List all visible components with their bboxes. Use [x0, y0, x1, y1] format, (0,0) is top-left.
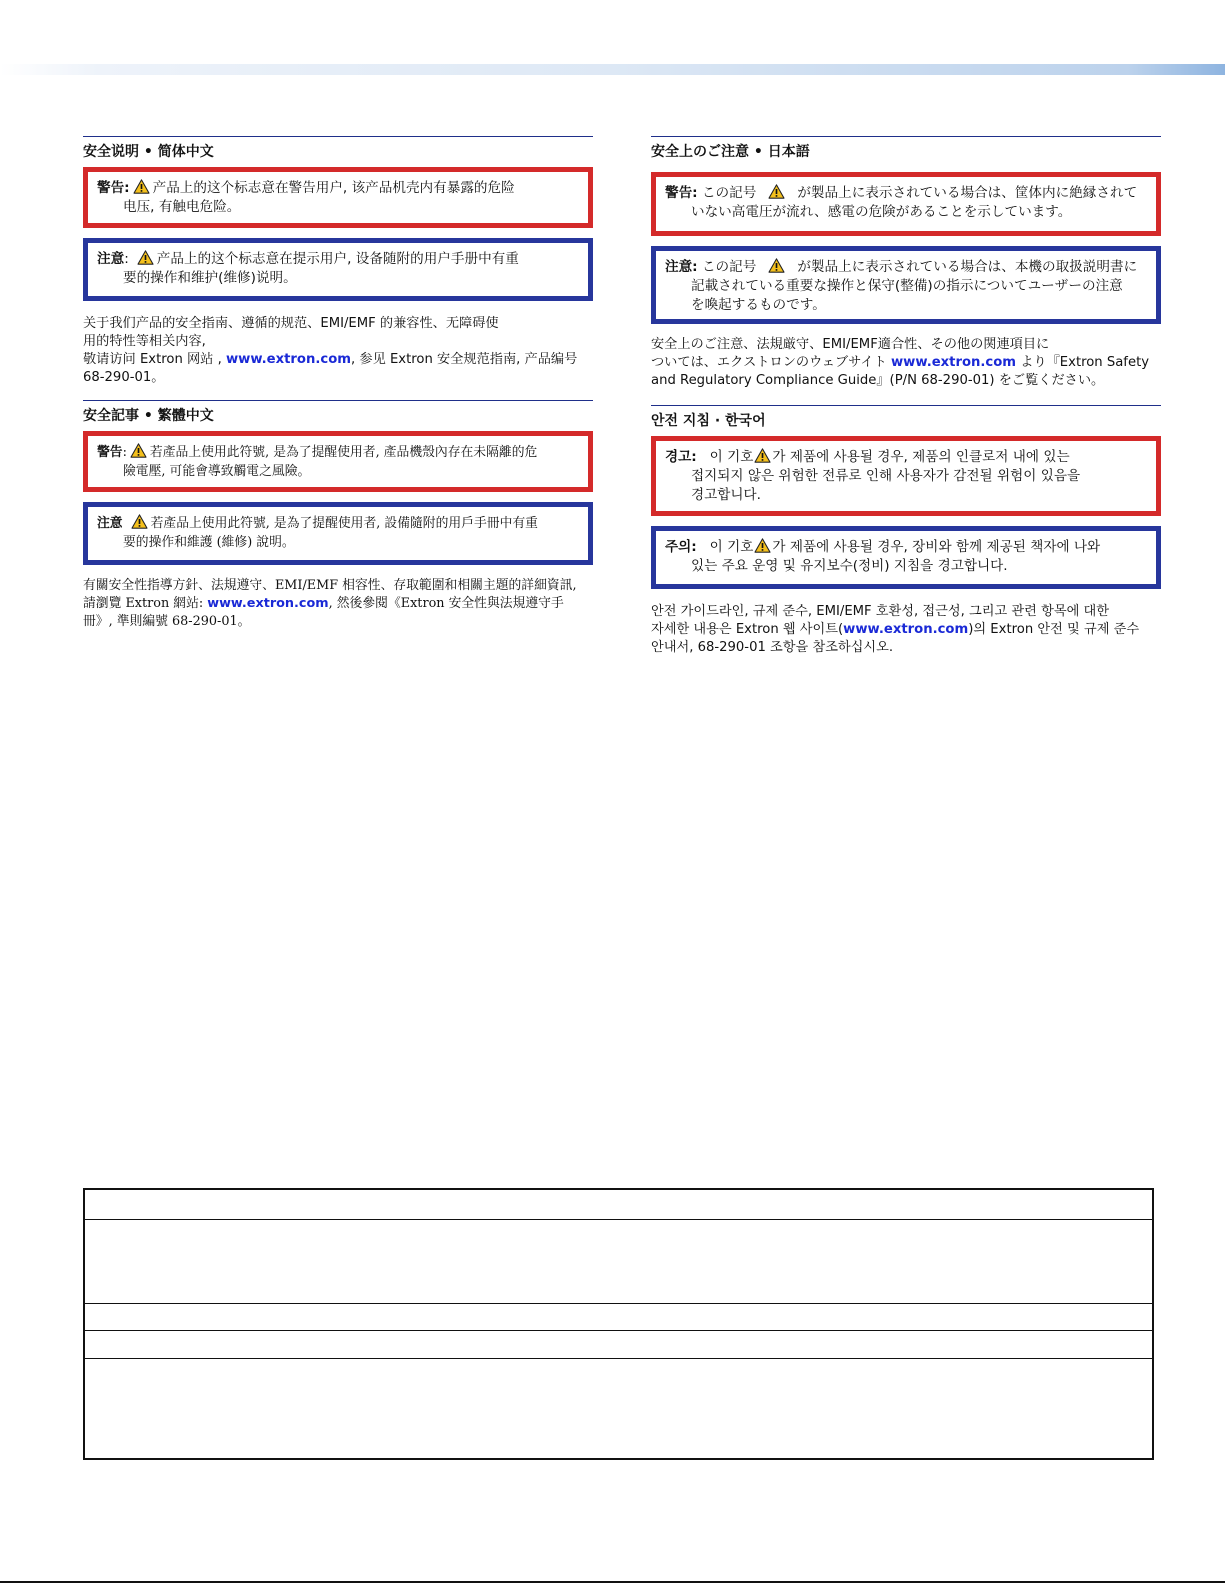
section-korean [651, 405, 1161, 657]
caution-text: 가 제품에 사용될 경우, 장비와 함께 제공된 책자에 나와 [772, 539, 1101, 555]
info-line: 안내서, 68-290-01 조항을 참조하십시오. [651, 640, 894, 655]
footer-rule [0, 1581, 1225, 1583]
warning-text-line: 접지되지 않은 위험한 전류로 인해 사용자가 감전될 위험이 있음을 [691, 468, 1081, 484]
warning-text-line: いない高電圧が流れ、感電の危険があることを示しています。 [691, 204, 1072, 220]
info-text: ついては、エクストロンのウェブサイト [651, 355, 891, 370]
left-column [83, 136, 593, 629]
info-line [83, 595, 593, 613]
warning-box [651, 436, 1161, 516]
warning-label: 警告 [97, 445, 123, 460]
section-japanese [651, 136, 1161, 390]
warning-text-line: 경고합니다. [691, 487, 761, 503]
header-accent-bar [0, 64, 1225, 75]
caution-box [83, 238, 593, 301]
warning-text: 이 기호 [709, 449, 754, 465]
warning-triangle-icon [133, 179, 150, 194]
info-paragraph [83, 577, 593, 631]
caution-label: 注意: [665, 259, 698, 275]
caution-label-colon: : [124, 251, 129, 267]
info-line: 安全上のご注意、法規厳守、EMI/EMF適合性、その他の関連項目に [651, 337, 1050, 352]
caution-label: 注意 [97, 251, 125, 267]
section-title: 안전 지침 · 한국어 [651, 405, 1161, 431]
caution-text-line: 要的操作和维护(维修)说明。 [123, 270, 297, 286]
extron-website-link[interactable]: www.extron.com [207, 596, 329, 611]
section-title: 安全記事 • 繁體中文 [83, 400, 593, 426]
warning-text: が製品上に表示されている場合は、筐体内に絶縁されて [797, 185, 1138, 201]
info-line: 有關安全性指導方針、法規遵守、EMI/EMF 相容性、存取範圍和相關主題的詳細資訊, [83, 578, 577, 593]
warning-box [83, 431, 593, 492]
warning-triangle-icon [130, 443, 147, 458]
warning-triangle-icon [768, 258, 785, 273]
section-simplified-chinese [83, 136, 593, 387]
warning-label: 警告: [665, 185, 698, 201]
caution-box [651, 246, 1161, 324]
table-row [85, 1304, 1152, 1331]
warning-label: 경고: [665, 449, 697, 465]
info-line: 关于我们产品的安全指南、遵循的规范、EMI/EMF 的兼容性、无障碍使 [83, 316, 499, 331]
table-row [85, 1359, 1152, 1458]
info-line: 안전 가이드라인, 규제 준수, EMI/EMF 호환성, 접근성, 그리고 관련 항목에 대한 [651, 604, 1109, 619]
warning-box [651, 172, 1161, 236]
caution-text-line: 있는 주요 운영 및 유지보수(정비) 지침을 경고합니다. [691, 558, 1008, 574]
empty-info-table [83, 1188, 1154, 1460]
table-row [85, 1190, 1152, 1220]
extron-website-link[interactable]: www.extron.com [225, 352, 352, 367]
info-line: 冊》, 準則編號 68-290-01。 [83, 614, 251, 629]
caution-text: 이 기호 [709, 539, 754, 555]
warning-text-line: 产品上的这个标志意在警告用户, 该产品机壳内有暴露的危险 [152, 180, 515, 196]
info-text: 請瀏覽 Extron 網站: [83, 596, 208, 611]
warning-text-line: 險電壓, 可能會導致觸電之風險。 [123, 464, 311, 479]
info-line: 用的特性等相关内容, [83, 334, 206, 349]
warning-label: 警告: [97, 180, 130, 196]
info-line [651, 354, 1161, 372]
info-text: より『Extron Safety [1016, 355, 1150, 370]
info-text: 敬请访问 Extron 网站 , [83, 352, 226, 367]
info-text: , 然後參閱《Extron 安全性與法規遵守手 [328, 596, 564, 611]
table-row [85, 1331, 1152, 1359]
warning-triangle-icon [131, 514, 148, 529]
extron-website-link[interactable]: www.extron.com [890, 355, 1017, 370]
caution-text: が製品上に表示されている場合は、本機の取扱説明書に [797, 259, 1138, 275]
info-line [83, 351, 593, 369]
warning-triangle-icon [137, 250, 154, 265]
warning-triangle-icon [754, 448, 771, 463]
section-title: 安全说明 • 简体中文 [83, 136, 593, 162]
warning-text-line: 若產品上使用此符號, 是為了提醒使用者, 產品機殼內存在未隔離的危 [149, 445, 538, 460]
info-paragraph [651, 603, 1161, 657]
caution-text-line: 要的操作和維護 (維修) 說明。 [123, 535, 295, 550]
info-paragraph [83, 315, 593, 387]
info-line: and Regulatory Compliance Guide』(P/N 68-290-01) をご覧ください。 [651, 373, 1105, 388]
warning-triangle-icon [768, 184, 785, 199]
warning-triangle-icon [754, 538, 771, 553]
caution-text-line: 若產品上使用此符號, 是為了提醒使用者, 設備隨附的用戶手冊中有重 [150, 516, 538, 531]
caution-text: この記号 [701, 259, 757, 275]
info-text: )의 Extron 안전 및 규제 준수 [968, 622, 1140, 637]
right-column [651, 136, 1161, 655]
caution-text-line: を喚起するものです。 [691, 297, 826, 313]
table-row [85, 1220, 1152, 1304]
warning-text: この記号 [701, 185, 757, 201]
info-text: 자세한 내용은 Extron 웹 사이트( [651, 622, 844, 637]
warning-label-colon: : [122, 445, 127, 460]
info-line [651, 621, 1161, 639]
section-traditional-chinese [83, 400, 593, 631]
caution-box [651, 526, 1161, 589]
info-text: , 参见 Extron 安全规范指南, 产品编号 [351, 352, 578, 367]
section-title: 安全上のご注意 • 日本語 [651, 136, 1161, 162]
caution-text-line: 产品上的这个标志意在提示用户, 设备随附的用户手册中有重 [156, 251, 519, 267]
caution-box [83, 502, 593, 565]
warning-text: 가 제품에 사용될 경우, 제품의 인클로저 내에 있는 [772, 449, 1070, 465]
warning-box [83, 167, 593, 228]
warning-text-line: 电压, 有触电危险。 [123, 199, 241, 215]
caution-label: 주의: [665, 539, 697, 555]
caution-label: 注意 [97, 516, 123, 531]
caution-text-line: 記載されている重要な操作と保守(整備)の指示についてユーザーの注意 [691, 278, 1123, 294]
extron-website-link[interactable]: www.extron.com [843, 622, 969, 637]
info-paragraph [651, 336, 1161, 390]
info-line: 68-290-01。 [83, 370, 165, 385]
